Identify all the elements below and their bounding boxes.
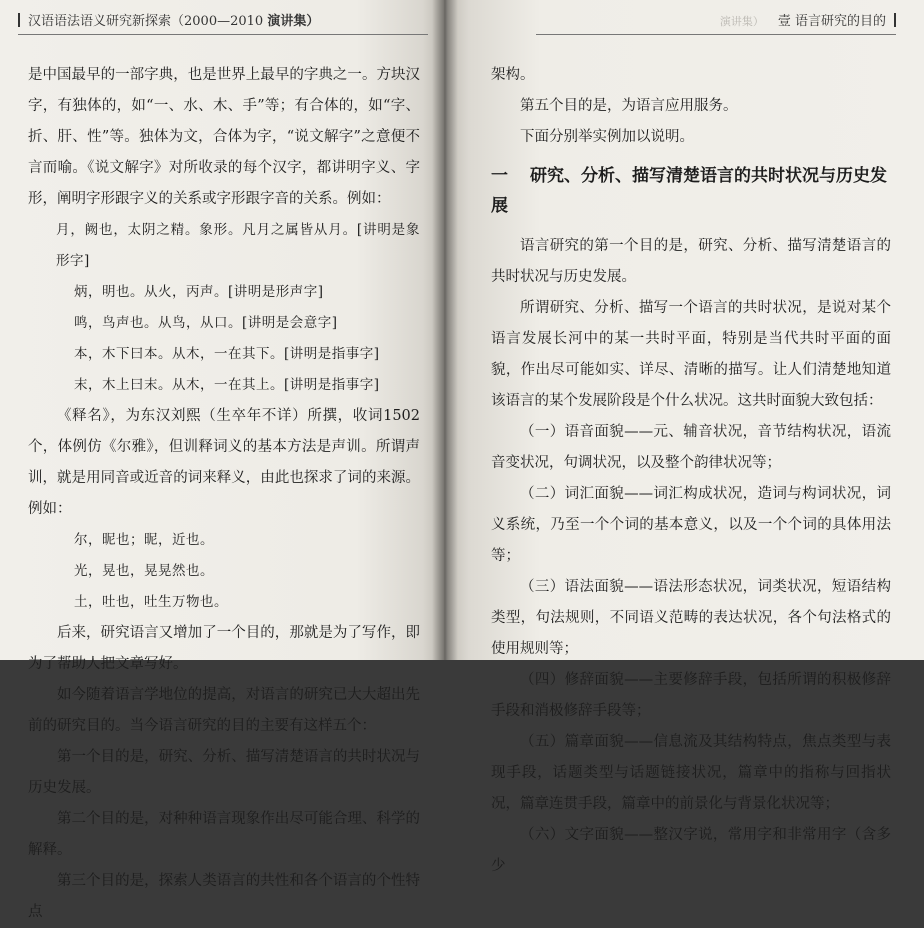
- paragraph: 后来，研究语言又增加了一个目的，那就是为了写作，即为了帮助人把文章写好。: [28, 625, 420, 672]
- paragraph: 架构。: [491, 67, 535, 83]
- list-item: （三）语法面貌——语法形态状况，词类状况，短语结构类型，句法规则，不同语义范畴的表达状况，各个句法格式的使用规则等；: [491, 579, 891, 657]
- paragraph: 语言研究的第一个目的是，研究、分析、描写清楚语言的共时状况与历史发展。: [491, 238, 891, 285]
- paragraph: 《释名》，为东汉刘熙（生卒年不详）所撰，收词1502个，体例仿《尔雅》，但训释词义的基本方法是声训。所谓声训，就是用同音或近音的词来释义，由此也探求了词的来源。例如：: [28, 408, 420, 517]
- section-title: 研究、分析、描写清楚语言的共时状况与历史发展: [491, 166, 887, 216]
- paragraph: 第一个目的是，研究、分析、描写清楚语言的共时状况与历史发展。: [28, 749, 420, 796]
- paragraph: 下面分别举实例加以说明。: [520, 129, 694, 145]
- example-quote: 土，吐也，吐生万物也。: [74, 594, 228, 610]
- paragraph: 第三个目的是，探索人类语言的共性和各个语言的个性特点: [28, 873, 420, 920]
- right-body-text: [491, 60, 891, 882]
- list-item: （五）篇章面貌——信息流及其结构特点，焦点类型与表现手段，话题类型与话题链接状况，篇章中的指称与回指状况，篇章连贯手段，篇章中的前景化与背景化状况等；: [491, 734, 891, 812]
- list-item: （一）语音面貌——元、辅音状况，音节结构状况，语流音变状况，句调状况，以及整个韵律状况等；: [491, 424, 891, 471]
- paragraph: 是中国最早的一部字典，也是世界上最早的字典之一。方块汉字，有独体的，如“一、水、木、手”等；有合体的，如“字、折、肝、性”等。独体为文，合体为字，“说文解字”之意便不言而喻。《说文解字》对所收录的每个汉字，都讲明字义、字形，阐明字形跟字义的关系或字形跟字音的关系。例如：: [28, 67, 420, 207]
- right-page: [445, 0, 924, 874]
- dictionary-quote: 炳，明也。从火，丙声。[讲明是形声字]: [74, 284, 324, 300]
- dictionary-quote: 末，木上曰末。从木，一在其上。[讲明是指事字]: [74, 377, 380, 393]
- right-running-head-title: 壹 语言研究的目的: [777, 14, 886, 29]
- example-quote: 光，晃也，晃晃然也。: [74, 563, 214, 579]
- section-heading: [491, 161, 891, 221]
- example-quote: 尔，昵也；昵，近也。: [74, 532, 214, 548]
- section-number: 一: [491, 166, 508, 186]
- bleed-through-text: 演讲集）: [719, 15, 764, 28]
- left-page: [0, 0, 445, 920]
- paragraph: 第五个目的是，为语言应用服务。: [520, 98, 738, 114]
- dictionary-quote: 本，木下曰本。从木，一在其下。[讲明是指事字]: [74, 346, 380, 362]
- list-item: （六）文字面貌——整汉字说，常用字和非常用字（含多少: [491, 827, 891, 874]
- head-rule-mark: [894, 13, 896, 27]
- left-body-text: [28, 60, 420, 928]
- left-running-head-title: 汉语语法语义研究新探索（2000—2010: [28, 14, 264, 29]
- paragraph: 第二个目的是，对种种语言现象作出尽可能合理、科学的解释。: [28, 811, 420, 858]
- list-item: （二）词汇面貌——词汇构成状况，造词与构词状况，词义系统，乃至一个个词的基本意义，以及一个个词的具体用法等；: [491, 486, 891, 564]
- dictionary-quote: 月，阙也，太阴之精。象形。凡月之属皆从月。[讲明是象形字]: [56, 222, 420, 269]
- left-running-head: [18, 10, 428, 35]
- dictionary-quote: 鸣，鸟声也。从鸟，从口。[讲明是会意字]: [74, 315, 338, 331]
- left-running-head-bold: 演讲集）: [267, 14, 320, 29]
- list-item: （四）修辞面貌——主要修辞手段，包括所谓的积极修辞手段和消极修辞手段等；: [491, 672, 891, 719]
- paragraph: 所谓研究、分析、描写一个语言的共时状况，是说对某个语言发展长河中的某一共时平面，特别是当代共时平面的面貌，作出尽可能如实、详尽、清晰的描写。让人们清楚地知道该语言的某个发展阶段是个什么状况。这共时面貌大致包括：: [491, 300, 891, 409]
- right-running-head: [536, 10, 896, 35]
- head-rule-mark: [18, 13, 20, 27]
- paragraph: 如今随着语言学地位的提高，对语言的研究已大大超出先前的研究目的。当今语言研究的目的主要有这样五个：: [28, 687, 420, 734]
